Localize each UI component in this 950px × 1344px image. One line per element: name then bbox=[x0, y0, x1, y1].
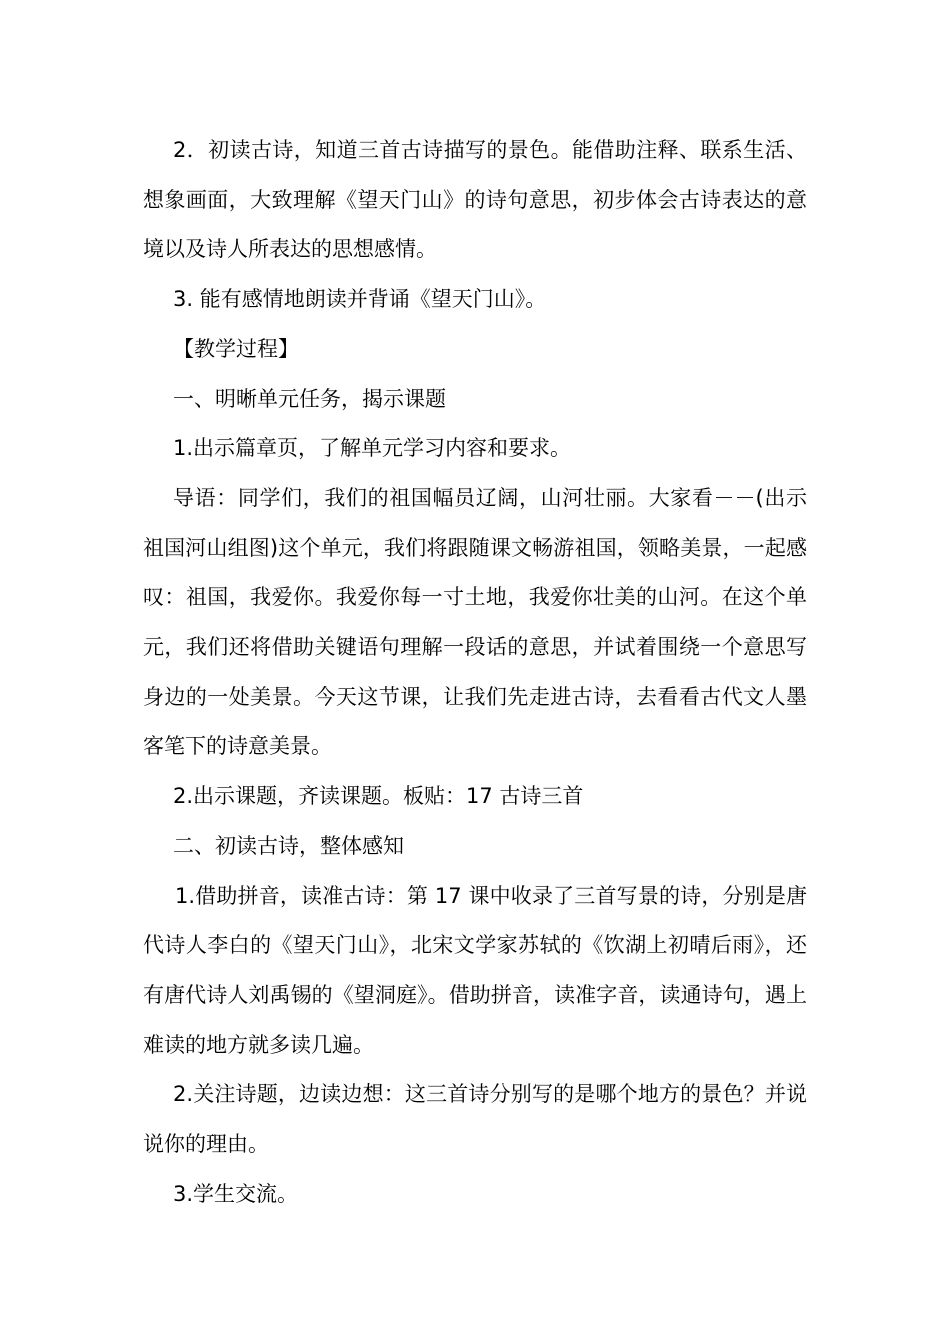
objective-paragraph-2: 2．初读古诗，知道三首古诗描写的景色。能借助注释、联系生活、想象画面，大致理解《望天门山》的诗句意思，初步体会古诗表达的意境以及诗人所表达的思想感情。 bbox=[143, 138, 807, 262]
step-paragraph-2-3: 3.学生交流。 bbox=[173, 1181, 299, 1206]
section-heading-2: 二、初读古诗，整体感知 bbox=[173, 833, 404, 858]
intro-paragraph: 导语：同学们，我们的祖国幅员辽阔，山河壮丽。大家看－－(出示祖国河山组图)这个单元，我们将跟随课文畅游祖国，领略美景，一起感叹：祖国，我爱你。我爱你每一寸土地，我爱你壮美的山河。在这个单元，我们还将借助关键语句理解一段话的意思，并试着围绕一个意思写身边的一处美景。今天这节课，让我们先走进古诗，去看看古代文人墨客笔下的诗意美景。 bbox=[143, 485, 807, 759]
document-body bbox=[143, 126, 807, 1219]
section-heading-1: 一、明晰单元任务，揭示课题 bbox=[173, 386, 446, 411]
step-paragraph-2-1: 1.借助拼音，读准古诗：第 17 课中收录了三首写景的诗，分别是唐代诗人李白的《望天门山》，北宋文学家苏轼的《饮湖上初晴后雨》，还有唐代诗人刘禹锡的《望洞庭》。借助拼音，读准字音，读通诗句，遇上难读的地方就多读几遍。 bbox=[143, 883, 807, 1057]
section-heading-teaching-process: 【教学过程】 bbox=[173, 336, 299, 361]
step-paragraph-1-2: 2.出示课题，齐读课题。板贴：17 古诗三首 bbox=[173, 784, 584, 809]
objective-paragraph-3: 3. 能有感情地朗读并背诵《望天门山》。 bbox=[173, 287, 547, 312]
step-paragraph-2-2: 2.关注诗题，边读边想：这三首诗分别写的是哪个地方的景色？并说说你的理由。 bbox=[143, 1082, 807, 1157]
step-paragraph-1-1: 1.出示篇章页，了解单元学习内容和要求。 bbox=[173, 436, 572, 461]
